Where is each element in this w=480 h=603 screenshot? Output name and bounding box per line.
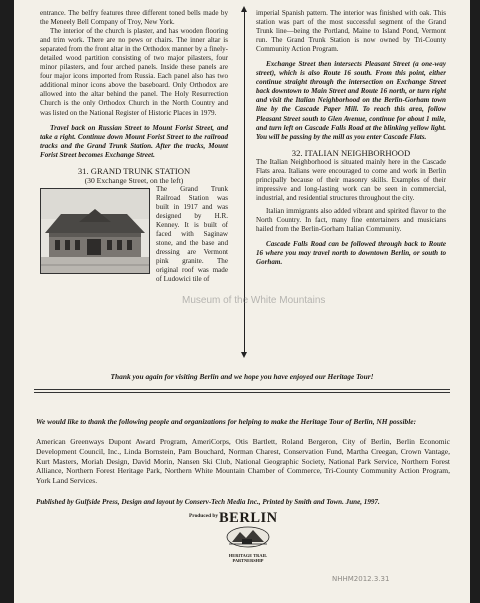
publication-line: Published by Gulfside Press, Design and layout by Conserv-Tech Media Inc., Printed by Smith and Town. June, 1997. [36, 498, 380, 506]
station-heading: 31. GRAND TRUNK STATION [77, 165, 191, 176]
logo-line1: HERITAGE TRAIL [228, 553, 268, 558]
station-description: The Grand Trunk Railroad Station was built in 1917 and was designed by H.R. Kenney. It is built of faced with Saginaw stone, and the base and dressing are Vermont pink granite. The original roof was made of Ludowici tile of [156, 184, 228, 284]
belfry-paragraph: entrance. The belfry features three different toned bells made by the Meneely Bell Company of Troy, New York. [40, 9, 228, 27]
italian-paragraph: The Italian Neighborhood is situated mainly here in the Cascade Flats area. Italians were encouraged to come and work in Berlin principally because of their masonry skills. Examples of their impressive and long-lasting work can be seen in commercial, industrial, and residential structures throughout the city. [256, 157, 446, 202]
thanks-line: Thank you again for visiting Berlin and we hope you have enjoyed our Heritage Tour! [110, 372, 374, 381]
directions-to-neighborhood: Exchange Street then intersects Pleasant Street (a one-way street), which is also Route 16 south. From this point, either continue straight through the intersection on Exchange Street back downtown to Main Street and Route 16 north, or turn right and visit the Italian Neighborhood on the Berlin-Gorham town line by the Cascade Paper Mill. To reach this area, follow Pleasant Street south to Glen Avenue, continue for about 1 mile, and turn left on Cascade Falls Road at the blinking yellow light. You will be passing by the mill as you enter Cascade Flats. [256, 60, 446, 141]
right-column [256, 9, 446, 267]
station-subheading: (30 Exchange Street, on the left) [84, 175, 184, 185]
logo-illustration-icon [226, 526, 270, 548]
document-page [14, 0, 470, 603]
arrow-down-icon [241, 352, 247, 358]
logo-word: BERLIN [219, 510, 278, 526]
interior-paragraph: The interior of the church is plaster, and has wooden flooring and trim work. There are no pews or chairs. The inner altar is separated from the front altar in the Orthodox manner by a finely-detailed wood partition consisting of two major pilasters, four minor pilasters, and four arched panels. Inside these panels are four major icons imported from Russia. Each panel also has two additional minor icons above the baseboard. Only Orthodox are allowed into the altar behind the panel. The Holy Resurrection Church is the only Orthodox Church in the North Country and was listed on the National Register of Historic Places in 1979. [40, 27, 228, 117]
catalog-number: NHHM2012.3.31 [332, 575, 390, 583]
watermark: Museum of the White Mountains [182, 295, 326, 306]
divider-bottom [34, 392, 450, 393]
station-photo [40, 188, 150, 274]
italian-heading: 32. ITALIAN NEIGHBORHOOD [291, 147, 411, 158]
acknowledgements-body: American Greenways Dupont Award Program, AmeriCorps, Otis Bartlett, Roland Bergeron, City of Berlin, Berlin Economic Development Council, Inc., Linda Bornstein, Pam Bouchard, Norman Charest, Conservation Fund, Martha Creegan, Crown Vantage, Kurt Masters, Moriah Design, David Morin, Nansen Ski Club, National Geographic Society, National Park Service, Northern Forest Alliance, Northern Forest Heritage Park, Northern White Mountain Chamber of Commerce, Tri-County Community Action Program, York Land Services. [36, 437, 450, 486]
directions-to-station: Travel back on Russian Street to Mount Forist Street, and take a right. Continue down Mount Forist Street to the railroad tracks and the Grand Trunk Station. After the tracks, Mount Forist Street becomes Exchange Street. [40, 123, 228, 159]
grand-trunk-station-image [41, 189, 149, 273]
logo-line2: PARTNERSHIP [232, 558, 264, 563]
acknowledgements-title: We would like to thank the following people and organizations for helping to make the Heritage Tour of Berlin, NH possible: [36, 417, 417, 426]
berlin-heritage-trail-logo [219, 511, 277, 567]
divider-top [34, 389, 450, 390]
station-continued-paragraph: imperial Spanish pattern. The interior was finished with oak. This station was part of the most successful segment of the Grand Trunk line—being the Portland, Maine to Island Pond, Vermont run. The Grand Trunk Station is now owned by Tri-County Community Action Program. [256, 9, 446, 54]
immigrants-paragraph: Italian immigrants also added vibrant and spirited flavor to the North Country. In fact, many fine entertainers and musicians hailed from the Berlin-Gorham Italian Community. [256, 206, 446, 233]
produced-by-label: Produced by [189, 513, 219, 519]
closing-directions: Cascade Falls Road can be followed through back to Route 16 where you may travel north to downtown Berlin, or south to Gorham. [256, 240, 446, 267]
left-column [40, 9, 228, 284]
